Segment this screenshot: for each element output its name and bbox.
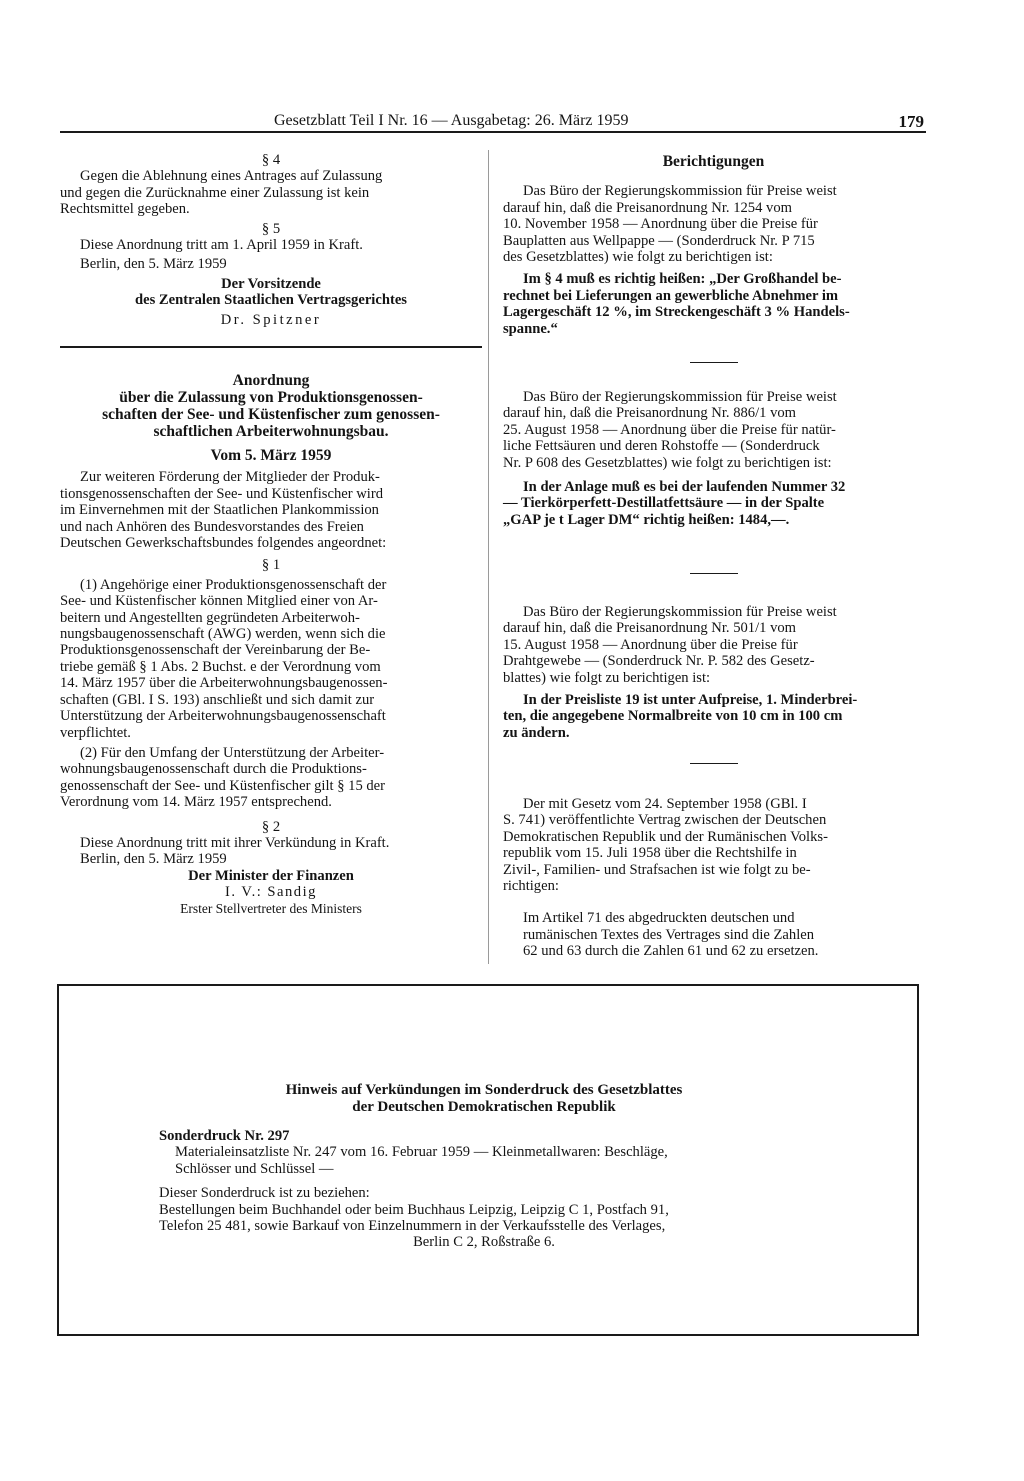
text-line: Drahtgewebe — (Sonderdruck Nr. P. 582 des Gesetz- xyxy=(503,653,815,670)
section-heading: Berichtigungen xyxy=(662,153,765,170)
signature-title: des Zentralen Staatlichen Vertragsgerichtes xyxy=(135,292,407,309)
page-number: 179 xyxy=(898,112,924,131)
text-line: Bestellungen beim Buchhandel oder beim Buchhaus Leipzig, Leipzig C 1, Postfach 91, xyxy=(159,1201,669,1218)
text-line: Verordnung vom 14. März 1957 entsprechend. xyxy=(60,794,332,811)
paragraph-1-absatz-1 xyxy=(60,577,482,741)
berichtigungen xyxy=(503,154,924,337)
correction-4-fix xyxy=(503,910,924,959)
document-title: schaften der See- und Küstenfischer zum genossen- xyxy=(102,406,440,423)
correction-4 xyxy=(503,796,924,960)
notice-title: der Deutschen Demokratischen Republik xyxy=(352,1099,616,1115)
preamble xyxy=(60,469,482,551)
text-line: darauf hin, daß die Preisanordnung Nr. 501/1 vom xyxy=(503,620,797,637)
signature-role: Erster Stellvertreter des Ministers xyxy=(180,900,362,916)
text-line: 14. März 1957 über die Arbeiterwohnungsbaugenossen- xyxy=(60,675,388,692)
text-line: darauf hin, daß die Preisanordnung Nr. 886/1 vom xyxy=(503,405,797,422)
text-line: Unterstützung der Arbeiterwohnungsbaugenossenschaft xyxy=(60,708,386,725)
text-line: Nr. P 608 des Gesetzblattes) wie folgt zu berichtigen ist: xyxy=(503,454,832,471)
text-line: richtigen: xyxy=(503,878,559,895)
text-line: republik vom 15. Juli 1958 über die Rechtshilfe in xyxy=(503,845,797,862)
text-line: genossenschaft der See- und Küstenfischer gilt § 15 der xyxy=(60,777,386,794)
text-line: Das Büro der Regierungskommission für Preise weist xyxy=(523,183,837,200)
text-line: Der mit Gesetz vom 24. September 1958 (GBl. I xyxy=(523,796,807,812)
text-line: Gegen die Ablehnung eines Antrages auf Zulassung xyxy=(80,168,383,185)
correction-1-intro xyxy=(503,183,924,265)
text-line: blattes) wie folgt zu berichtigen ist: xyxy=(503,669,711,686)
text-line: (2) Für den Umfang der Unterstützung der Arbeiter- xyxy=(80,744,385,761)
header-title: Gesetzblatt Teil I Nr. 16 — Ausgabetag: 26. März 1959 xyxy=(274,112,629,129)
notice-order-heading: Dieser Sonderdruck ist zu beziehen: xyxy=(159,1185,370,1202)
paragraph-1-absatz-2 xyxy=(60,745,482,811)
text-line: 25. August 1958 — Anordnung über die Preise für natür- xyxy=(503,421,836,438)
paragraph-heading: § 4 xyxy=(261,152,281,168)
signature-name: I. V.: Sandig xyxy=(225,884,317,901)
text-line: wohnungsbaugenossenschaft durch die Produktions- xyxy=(60,761,367,778)
prev-anordnung-end xyxy=(60,152,482,328)
text-line: rumänischen Textes des Vertrages sind die Zahlen xyxy=(523,926,815,943)
text-line: Materialeinsatzliste Nr. 247 vom 16. Februar 1959 — Kleinmetallwaren: Beschläge, xyxy=(175,1144,668,1161)
text-line: darauf hin, daß die Preisanordnung Nr. 1254 vom xyxy=(503,199,792,216)
separator-rule xyxy=(690,362,738,363)
place-date: Berlin, den 5. März 1959 xyxy=(80,851,227,868)
text-line: Im Artikel 71 des abgedruckten deutschen und xyxy=(523,910,795,927)
text-line: zu ändern. xyxy=(503,724,570,741)
correction-1-fix xyxy=(503,271,924,337)
text-line: Demokratischen Republik und der Rumänischen Volks- xyxy=(503,828,828,845)
column-separator xyxy=(488,150,489,964)
correction-2 xyxy=(503,389,924,528)
sonderdruck-notice-box xyxy=(57,984,919,1336)
text-line: Rechtsmittel gegeben. xyxy=(60,201,190,218)
paragraph-heading: § 1 xyxy=(261,557,281,574)
text-line: Diese Anordnung tritt am 1. April 1959 in Kraft. xyxy=(80,237,363,254)
text-line: rechnet bei Lieferungen an gewerbliche Abnehmer im xyxy=(503,287,839,304)
text-line: Produktionsgenossenschaft der Vereinbarung der Be- xyxy=(60,642,371,659)
text-line: Lagergeschäft 12 %, im Streckengeschäft 3 % Handels- xyxy=(503,304,850,321)
text-line: Zivil-, Familien- und Strafsachen ist wie folgt zu be- xyxy=(503,861,811,878)
text-line: im Einvernehmen mit der Staatlichen Plankommission xyxy=(60,502,379,519)
paragraph-heading: § 5 xyxy=(261,220,281,237)
notice-content xyxy=(159,1082,809,1251)
text-line: Berlin C 2, Roßstraße 6. xyxy=(413,1234,555,1251)
text-line: — Tierkörperfett-Destillatfettsäure — in der Spalte xyxy=(503,495,825,512)
text-line: (1) Angehörige einer Produktionsgenossenschaft der xyxy=(80,576,387,593)
text-line: verpflichtet. xyxy=(60,724,131,741)
text-line: Das Büro der Regierungskommission für Preise weist xyxy=(523,389,837,405)
document-title: schaftlichen Arbeiterwohnungsbau. xyxy=(153,423,389,440)
text-line: nungsbaugenossenschaft (AWG) werden, wenn sich die xyxy=(60,626,386,643)
signature-title: Der Minister der Finanzen xyxy=(188,867,354,884)
text-line: In der Preisliste 19 ist unter Aufpreise, 1. Minderbrei- xyxy=(523,692,858,709)
text-line: beitern und Angestellten gegründeten Arbeiterwoh- xyxy=(60,609,360,626)
anordnung-zulassung xyxy=(60,372,482,917)
text-line: Bauplatten aus Wellpappe — (Sonderdruck Nr. P 715 xyxy=(503,232,815,249)
text-line: spanne.“ xyxy=(503,320,558,337)
text-line: In der Anlage muß es bei der laufenden Nummer 32 xyxy=(523,479,846,496)
signature-name: Dr. Spitzner xyxy=(220,311,322,328)
text-line: Im § 4 muß es richtig heißen: „Der Großhandel be- xyxy=(523,271,842,288)
text-line: triebe gemäß § 1 Abs. 2 Buchst. e der Verordnung vom xyxy=(60,658,381,675)
text-line: „GAP je t Lager DM“ richtig heißen: 1484,—. xyxy=(503,511,790,528)
separator-rule xyxy=(690,573,738,574)
text-line: Deutschen Gewerkschaftsbundes folgendes angeordnet: xyxy=(60,535,387,552)
text-line: 62 und 63 durch die Zahlen 61 und 62 zu ersetzen. xyxy=(523,943,819,960)
text-line: See- und Küstenfischer können Mitglied einer von Ar- xyxy=(60,593,378,610)
document-title: über die Zulassung von Produktionsgenossen- xyxy=(119,389,423,406)
document-title: Anordnung xyxy=(232,372,310,389)
text-line: 10. November 1958 — Anordnung über die Preise für xyxy=(503,216,818,233)
text-line: Das Büro der Regierungskommission für Preise weist xyxy=(523,604,837,620)
section-rule xyxy=(60,346,482,348)
text-line: S. 741) veröffentlichte Vertrag zwischen der Deutschen xyxy=(503,812,827,829)
text-line: tionsgenossenschaften der See- und Küstenfischer wird xyxy=(60,485,384,502)
text-line: Zur weiteren Förderung der Mitglieder der Produk- xyxy=(80,469,380,486)
separator-rule xyxy=(690,763,738,764)
correction-3-fix xyxy=(503,692,924,741)
text-line: und nach Anhören des Bundesvorstandes des Freien xyxy=(60,518,364,535)
place-date: Berlin, den 5. März 1959 xyxy=(80,256,227,273)
text-line: 15. August 1958 — Anordnung über die Preise für xyxy=(503,636,798,653)
text-line: Diese Anordnung tritt mit ihrer Verkündung in Kraft. xyxy=(80,834,390,851)
text-line: Telefon 25 481, sowie Barkauf von Einzelnummern in der Verkaufsstelle des Verlages, xyxy=(159,1218,666,1235)
text-line: ten, die angegebene Normalbreite von 10 cm in 100 cm xyxy=(503,708,843,725)
document-date: Vom 5. März 1959 xyxy=(210,447,332,464)
header-rule xyxy=(60,131,926,133)
text-line: schaften (GBl. I S. 193) anschließt und sich damit zur xyxy=(60,691,375,708)
correction-2-fix xyxy=(503,479,924,528)
correction-3 xyxy=(503,604,924,741)
notice-title: Hinweis auf Verkündungen im Sonderdruck des Gesetzblattes xyxy=(285,1082,683,1098)
text-line: Schlösser und Schlüssel — xyxy=(175,1160,334,1177)
notice-item-heading: Sonderdruck Nr. 297 xyxy=(159,1128,290,1144)
text-line: liche Fettsäuren und deren Rohstoffe — (Sonderdruck xyxy=(503,438,820,455)
text-line: und gegen die Zurücknahme einer Zulassung ist kein xyxy=(60,184,370,201)
paragraph-heading: § 2 xyxy=(261,818,281,835)
signature-title: Der Vorsitzende xyxy=(221,275,321,292)
text-line: des Gesetzblattes) wie folgt zu berichtigen ist: xyxy=(503,249,773,266)
